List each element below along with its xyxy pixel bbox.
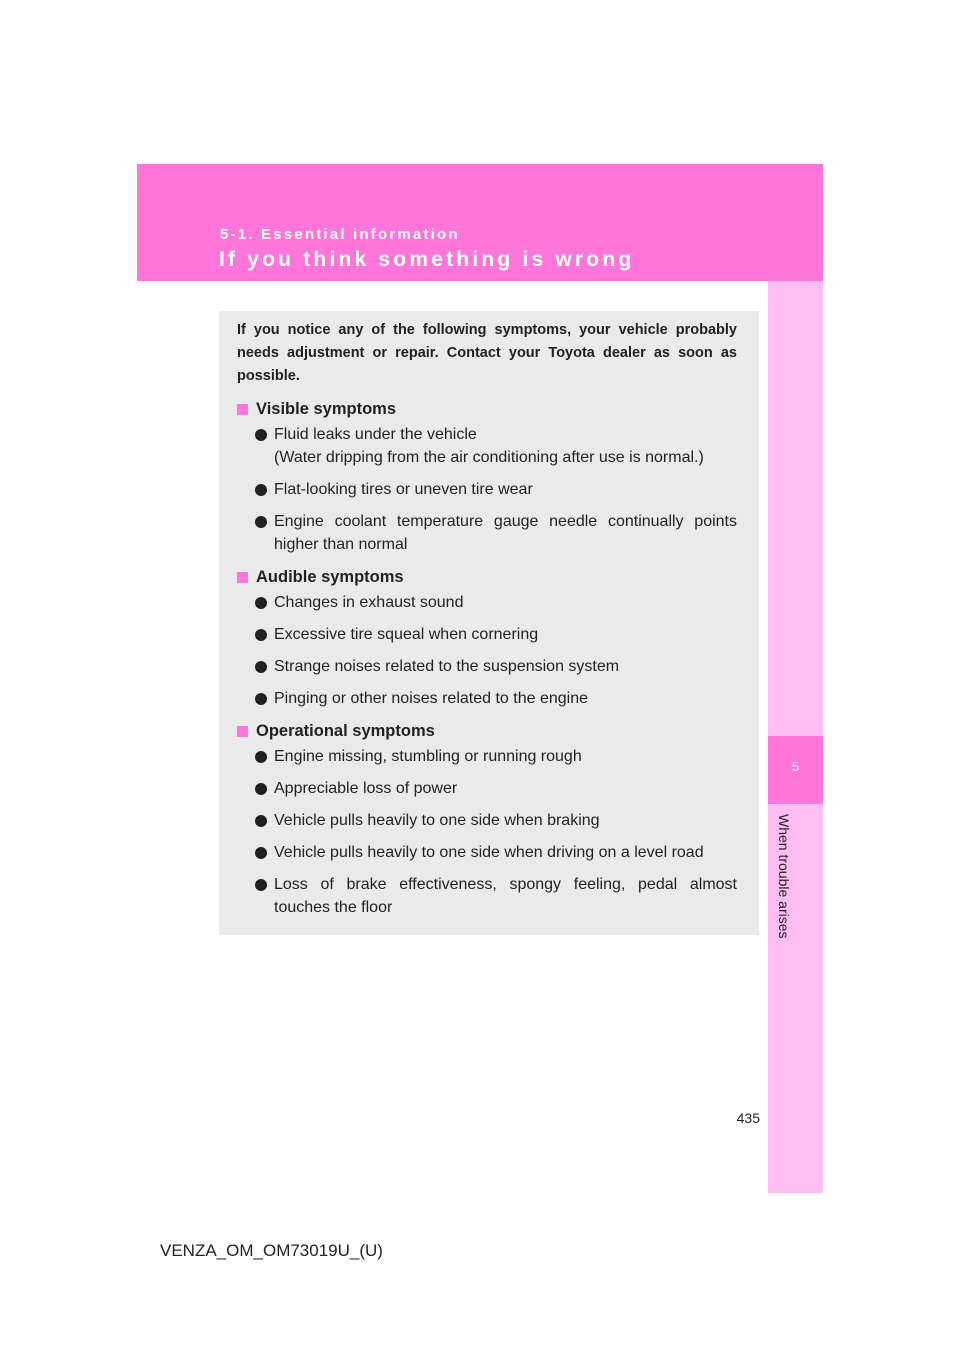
list-item: [237, 841, 737, 864]
square-bullet-icon: [237, 404, 248, 415]
round-bullet-icon: [255, 597, 267, 609]
group-heading: [237, 565, 737, 589]
list-item-text: Engine coolant temperature gauge needle continually points higher than normal: [274, 513, 737, 553]
round-bullet-icon: [255, 629, 267, 641]
symptom-list: [237, 591, 737, 710]
list-item: [237, 745, 737, 768]
symptom-list: [237, 745, 737, 919]
list-item: [237, 478, 737, 501]
round-bullet-icon: [255, 693, 267, 705]
square-bullet-icon: [237, 572, 248, 583]
list-item-text: Appreciable loss of power: [274, 780, 458, 797]
list-item: [237, 777, 737, 800]
round-bullet-icon: [255, 429, 267, 441]
round-bullet-icon: [255, 661, 267, 673]
list-item: [237, 591, 737, 614]
list-item-text: Engine missing, stumbling or running rough: [274, 748, 582, 765]
list-item: [237, 655, 737, 678]
group-heading-text: Operational symptoms: [256, 721, 435, 740]
symptom-groups: [237, 397, 737, 919]
round-bullet-icon: [255, 516, 267, 528]
list-item-text: Vehicle pulls heavily to one side when driving on a level road: [274, 844, 704, 861]
chapter-number: 5: [791, 759, 800, 774]
section-label: 5-1. Essential information: [220, 226, 460, 243]
round-bullet-icon: [255, 847, 267, 859]
group-heading: [237, 397, 737, 421]
symptom-list: [237, 423, 737, 556]
round-bullet-icon: [255, 484, 267, 496]
list-item-text: Fluid leaks under the vehicle (Water dripping from the air conditioning after use is normal.): [274, 426, 704, 466]
list-item: [237, 687, 737, 710]
list-item: [237, 510, 737, 556]
group-heading-text: Visible symptoms: [256, 399, 397, 418]
list-item: [237, 809, 737, 832]
chapter-title: When trouble arises: [776, 814, 792, 939]
symptom-group: [237, 719, 737, 919]
list-item: [237, 623, 737, 646]
symptoms-box: [219, 311, 759, 935]
round-bullet-icon: [255, 783, 267, 795]
list-item-text: Excessive tire squeal when cornering: [274, 626, 539, 643]
round-bullet-icon: [255, 815, 267, 827]
list-item: [237, 423, 737, 469]
chapter-tab: [768, 736, 823, 804]
list-item-text: Flat-looking tires or uneven tire wear: [274, 481, 533, 498]
symptom-group: [237, 397, 737, 556]
list-item-text: Strange noises related to the suspension system: [274, 658, 620, 675]
list-item-text: Vehicle pulls heavily to one side when braking: [274, 812, 600, 829]
round-bullet-icon: [255, 751, 267, 763]
symptom-group: [237, 565, 737, 710]
square-bullet-icon: [237, 726, 248, 737]
round-bullet-icon: [255, 879, 267, 891]
group-heading: [237, 719, 737, 743]
page-header: [137, 164, 823, 281]
group-heading-text: Audible symptoms: [256, 567, 404, 586]
page-number: 435: [736, 1110, 760, 1126]
document-code: VENZA_OM_OM73019U_(U): [160, 1241, 383, 1260]
intro-text: If you notice any of the following symptoms, your vehicle probably needs adjustment or repair. Contact your Toyota dealer as soon as possible.: [237, 322, 737, 384]
list-item: [237, 873, 737, 919]
list-item-text: Changes in exhaust sound: [274, 594, 464, 611]
page-title: If you think something is wrong: [219, 248, 635, 271]
list-item-text: Loss of brake effectiveness, spongy feeling, pedal almost touches the floor: [274, 876, 737, 916]
list-item-text: Pinging or other noises related to the engine: [274, 690, 588, 707]
